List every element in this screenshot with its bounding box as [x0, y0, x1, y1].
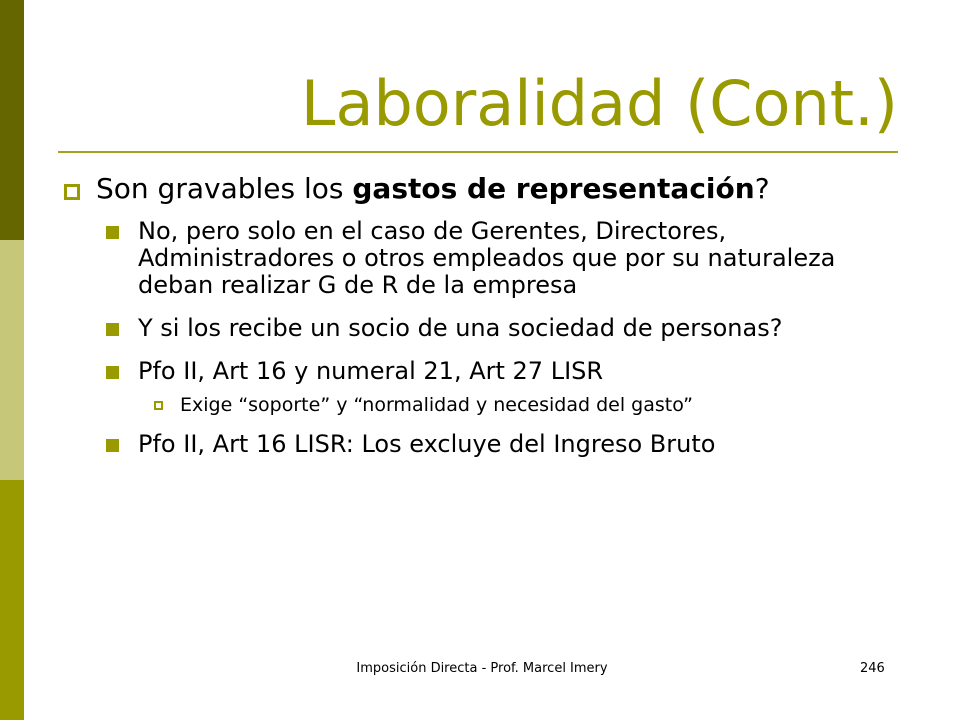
- sub-bullet-list: [62, 218, 902, 458]
- side-bar-dark-segment: [0, 0, 24, 240]
- sub-bullet-text: Pfo II, Art 16 LISR: Los excluye del Ingreso Bruto: [138, 430, 716, 458]
- sub-bullet-item: [62, 218, 902, 299]
- filled-square-bullet-icon: [106, 366, 119, 379]
- sub-bullet-item: [62, 315, 902, 342]
- sub-bullet-text: Pfo II, Art 16 y numeral 21, Art 27 LISR: [138, 357, 604, 385]
- filled-square-bullet-icon: [106, 323, 119, 336]
- side-bar-olive-segment: [0, 480, 24, 720]
- slide-title: Laboralidad (Cont.): [300, 67, 898, 140]
- sub-bullet-item: [62, 431, 902, 458]
- hollow-square-bullet-icon: [64, 184, 80, 200]
- sub-sub-bullet-text: Exige “soporte” y “normalidad y necesidad del gasto”: [180, 394, 693, 416]
- sub-bullet-item: [62, 358, 902, 385]
- sub-bullet-text: No, pero solo en el caso de Gerentes, Directores, Administradores o otros empleados que por su naturaleza deban realizar G de R de la empresa: [138, 217, 836, 299]
- main-bullet-bold-text: gastos de representación: [352, 172, 755, 205]
- main-bullet: [62, 172, 902, 206]
- slide-content: [62, 172, 902, 474]
- small-hollow-square-bullet-icon: [154, 401, 163, 410]
- filled-square-bullet-icon: [106, 439, 119, 452]
- main-bullet-text-end: ?: [754, 172, 770, 205]
- title-underline: [58, 151, 898, 153]
- sub-sub-bullet-item: [62, 393, 902, 417]
- page-number: 246: [860, 661, 885, 676]
- side-bar-light-segment: [0, 240, 24, 480]
- footer-text: Imposición Directa - Prof. Marcel Imery: [356, 661, 608, 676]
- filled-square-bullet-icon: [106, 226, 119, 239]
- sub-bullet-text: Y si los recibe un socio de una sociedad de personas?: [138, 314, 783, 342]
- main-bullet-text-start: Son gravables los: [96, 172, 353, 205]
